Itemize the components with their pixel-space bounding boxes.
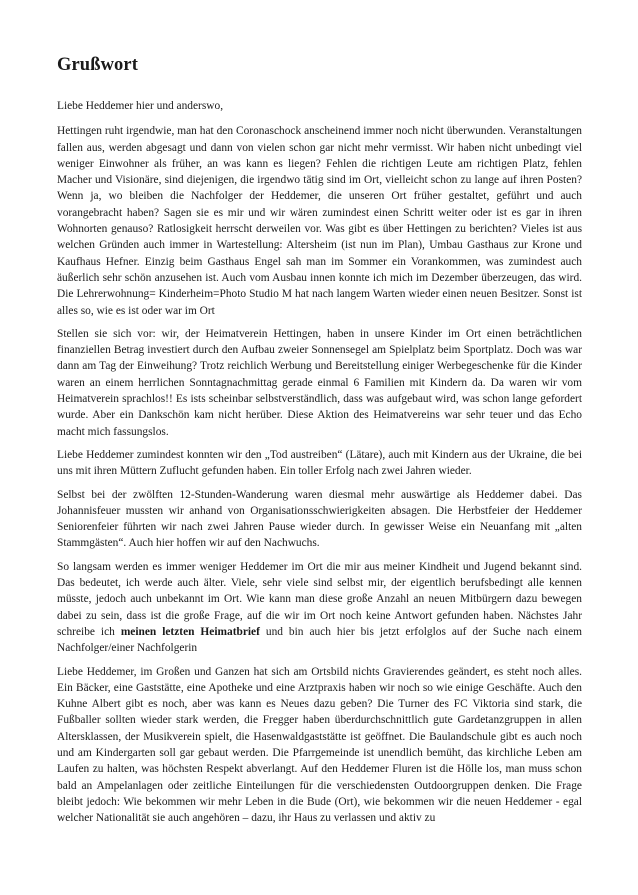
- paragraph-5-emphasis: meinen letzten Heimatbrief: [120, 625, 260, 638]
- paragraph-5: [57, 559, 582, 657]
- paragraph-5-text-after: und bin auch hier bis jetzt erfolglos auf der Suche nach einem Nachfolger/einer Nachfolgerin: [57, 625, 583, 655]
- greeting: Liebe Heddemer hier und anderswo,: [57, 100, 224, 112]
- paragraph-2: Stellen sie sich vor: wir, der Heimatverein Hettingen, haben in unsere Kinder im Ort einen beträchtlichen finanziellen Betrag investiert durch den Aufbau zweier Sonnensegel am Spielplatz beim Sportplatz. Doch was war dann am Tag der Einweihung? Trotz reichlich Werbung und Bereitstellung einiger Werbegeschenke für die Kinder waren an einem herrlichen Sonntagnachmittag gerade einmal 6 Familien mit Kindern da. Da waren wir vom Heimatverein sprachlos!! Es ists scheinbar selbstverständlich, dass was aufgebaut wird, was schon lange gefordert wurde. Aber ein Dankschön kam nicht herüber. Diese Aktion des Heimatvereins war sehr teuer und das Echo macht mich fassungslos.: [57, 327, 582, 438]
- paragraph-1: Hettingen ruht irgendwie, man hat den Coronaschock anscheinend immer noch nicht überwunden. Veranstaltungen fallen aus, werden abgesagt und dann von vielen schon gar nicht mehr vermisst. Wir haben nicht unbedingt viel weniger Einwohner als früher, an was kann es liegen? Fehlen die richtigen Leute am richtigen Platz, fehlen Macher und Visionäre, sind diejenigen, die irgendwo tätig sind im Ort, vielleicht schon zu lange auf ihren Posten? Wenn ja, wo bleiben die Nachfolger der Heddemer, die unseren Ort früher gestaltet, geführt und auch vorangebracht haben? Sagen sie es mir und wir wären zumindest einen Schritt weiter oder ist es gar in ihren Wohnorten genauso? Ratlosigkeit herrscht derweilen vor. Was gibt es über Hettingen zu berichten? Vieles ist aus welchen Gründen auch immer in Wartestellung: Altersheim (ist nun im Plan), Umbau Gasthaus zur Krone und Kaufhaus Hefner. Einzig beim Gasthaus Engel sah man im Sommer ein Vorankommen, was zumindest auch äußerlich sehr schön anzusehen ist. Auch vom Ausbau innen konnte ich mich im Dezember überzeugen, das wird. Die Lehrerwohnung= Kinderheim=Photo Studio M hat nach langem Warten wieder einen neuen Besitzer. Sonst ist alles so, wie es ist oder war im Ort: [57, 125, 582, 317]
- paragraph-6: Liebe Heddemer, im Großen und Ganzen hat sich am Ortsbild nichts Gravierendes geändert, es steht noch alles. Ein Bäcker, eine Gaststätte, eine Apotheke und eine Arztpraxis haben wir noch so wie einige Geschäfte. Auch den Kuhne Albert gibt es noch, aber was kann es Neues dazu geben? Die Turner des FC Viktoria sind stark, die Fußballer sollten wieder stark werden, die Fregger haben überdurchschnittlich gute Gardetanzgruppen in allen Altersklassen, der Musikverein spielt, die Hasenwaldgaststätte ist geöffnet. Die Baulandschule gibt es auch noch und am Kindergarten soll gar gebaut werden. Die Pfarrgemeinde ist unendlich bemüht, das kirchliche Leben am Laufen zu halten, was höchsten Respekt abverlangt. Auf den Heddemer Fluren ist die Hölle los, man muss schon bald an Ampelanlagen oder zeitliche Einteilungen für die verschiedensten Outdoorgruppen denken. Die Frage bleibt jedoch: Wie bekommen wir mehr Leben in die Bude (Ort), wie bekommen wir die neuen Heddemer - egal welcher Nationalität sie auch angehören – dazu, ihr Haus zu verlassen und aktiv zu: [57, 665, 582, 825]
- paragraph-5-text-before: So langsam werden es immer weniger Heddemer im Ort die mir aus meiner Kindheit und Jugend bekannt sind. Das bedeutet, ich werde auch älter. Viele, sehr viele sind selbst mir, der eigentlich berufsbedingt alle kennen müsste, jedoch auch unbekannt im Ort. Wie kann man diese große Anzahl an neuen Mitbürgern dazu bewegen dabei zu sein, dass ist die große Frage, auf die wir im Ort noch keine Antwort gefunden haben. Nächstes Jahr schreibe ich: [57, 560, 582, 638]
- paragraph-4: Selbst bei der zwölften 12-Stunden-Wanderung waren diesmal mehr auswärtige als Heddemer dabei. Das Johannisfeuer mussten wir anhand von Organisationsschwierigkeiten absagen. Die Herbstfeier der Heddemer Seniorenfeier führten wir nach zwei Jahren Pause wieder durch. In gewisser Weise ein Neuanfang mit „alten Stammgästen“. Auch hier hoffen wir auf den Nachwuchs.: [57, 488, 582, 550]
- paragraph-3: Liebe Heddemer zumindest konnten wir den „Tod austreiben“ (Lätare), auch mit Kindern aus der Ukraine, die bei uns mit ihren Müttern Zuflucht gefunden haben. Ein toller Erfolg nach zwei Jahren wieder.: [57, 448, 582, 478]
- page-title: Grußwort: [57, 55, 138, 75]
